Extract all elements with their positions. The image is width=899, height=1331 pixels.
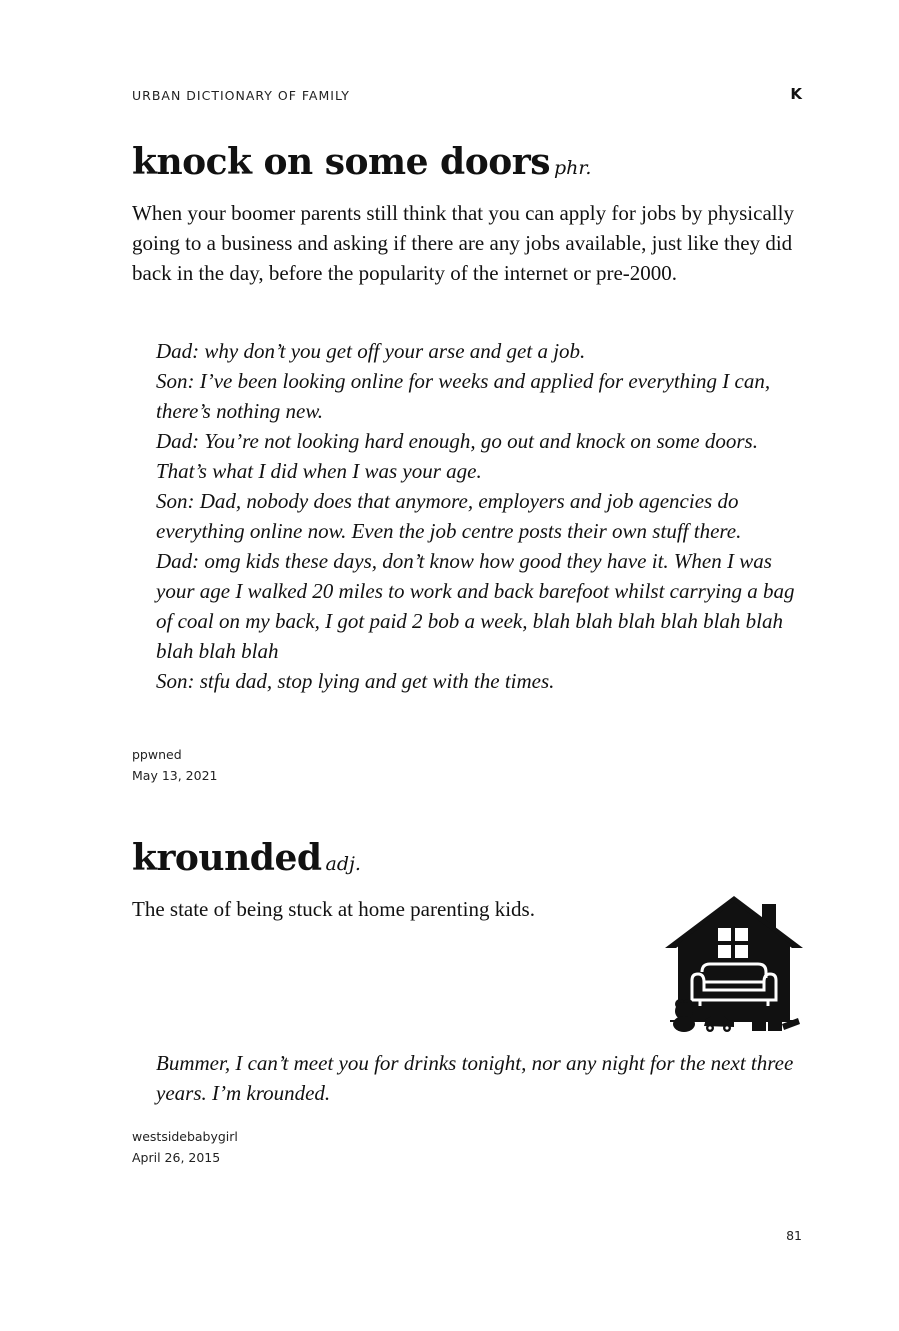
entry-headword bbox=[132, 140, 591, 190]
example-line: Son: I’ve been looking online for weeks and applied for everything I can, there’s nothing new. bbox=[156, 369, 771, 423]
entry-author: ppwned bbox=[132, 747, 182, 762]
house-with-couch-and-toys-icon bbox=[664, 894, 804, 1032]
running-head: URBAN DICTIONARY OF FAMILY bbox=[132, 88, 350, 103]
entry-author: westsidebabygirl bbox=[132, 1129, 238, 1144]
entry-date: May 13, 2021 bbox=[132, 768, 218, 783]
example-line: Dad: You’re not looking hard enough, go out and knock on some doors. That’s what I did when I was your age. bbox=[156, 429, 758, 483]
entry-headword bbox=[132, 836, 361, 886]
example-line: Bummer, I can’t meet you for drinks tonight, nor any night for the next three years. I’m krounded. bbox=[156, 1051, 794, 1105]
example-line: Son: Dad, nobody does that anymore, employers and job agencies do everything online now. Even the job centre posts their own stuff there. bbox=[156, 489, 742, 543]
example-line: Son: stfu dad, stop lying and get with the times. bbox=[156, 669, 555, 693]
entry-attribution bbox=[132, 1126, 238, 1168]
entry-example bbox=[156, 336, 806, 696]
entry-word: knock on some doors bbox=[132, 141, 550, 183]
entry-attribution bbox=[132, 744, 217, 786]
part-of-speech: adj. bbox=[325, 853, 361, 875]
example-line: Dad: why don’t you get off your arse and get a job. bbox=[156, 339, 586, 363]
page-number: 81 bbox=[786, 1228, 802, 1243]
entry-date: April 26, 2015 bbox=[132, 1150, 221, 1165]
example-line: Dad: omg kids these days, don’t know how good they have it. When I was your age I walked 20 miles to work and back barefoot whilst carrying a bag of coal on my back, I got paid 2 bob a week, blah blah blah blah blah blah blah blah blah bbox=[156, 549, 795, 663]
entry-definition: When your boomer parents still think that you can apply for jobs by physically going to a business and asking if there are any jobs available, just like they did back in the day, before the popularity of the internet or pre-2000. bbox=[132, 201, 794, 285]
entry-definition: The state of being stuck at home parenting kids. bbox=[132, 897, 535, 921]
part-of-speech: phr. bbox=[553, 157, 592, 179]
entry-word: krounded bbox=[132, 837, 322, 879]
section-letter: K bbox=[790, 85, 802, 103]
entry-example bbox=[156, 1048, 806, 1108]
